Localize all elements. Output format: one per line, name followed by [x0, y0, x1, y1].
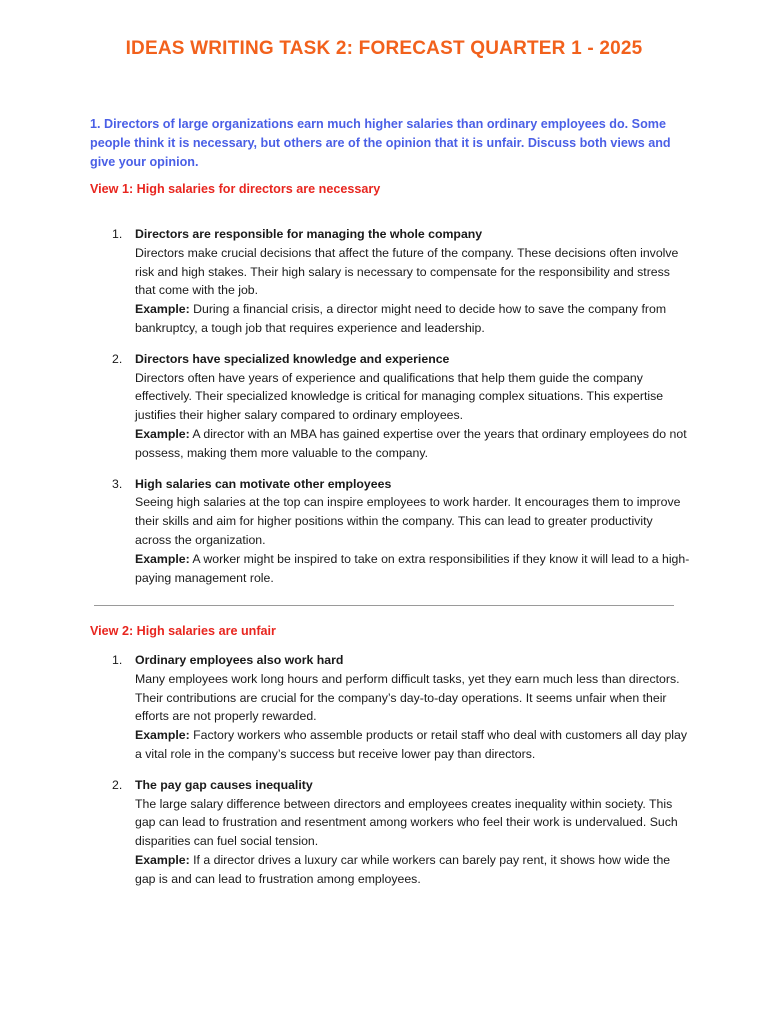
point-body: Seeing high salaries at the top can inspire employees to work harder. It encourages them to improve their skills and aim for higher positions within the company. This can lead to greater productivity across the organization.	[135, 495, 681, 547]
view-1-heading: View 1: High salaries for directors are necessary	[90, 182, 381, 196]
view-2-point-2	[90, 776, 690, 889]
view-1-point-2	[90, 350, 690, 463]
example-text: If a director drives a luxury car while workers can barely pay rent, it shows how wide the gap is and can lead to frustration among employees.	[135, 852, 671, 886]
example-label: Example:	[135, 551, 190, 566]
example-text: A worker might be inspired to take on extra responsibilities if they know it will lead to a high-paying management role.	[135, 551, 690, 585]
point-body: Directors often have years of experience and qualifications that help them guide the company effectively. Their specialized knowledge is critical for managing complex situations. This expertise justifies their higher salary compared to ordinary employees.	[135, 370, 664, 423]
view-1-points	[90, 225, 690, 599]
point-title: Ordinary employees also work hard	[135, 653, 344, 667]
point-example	[135, 728, 687, 761]
point-number: 1.	[112, 653, 123, 667]
view-1-point-1	[90, 225, 690, 338]
essay-question: 1. Directors of large organizations earn much higher salaries than ordinary employees do. Some people think it is necessary, but others are of the opinion that it is unfair. Discuss both views and give your opinion.	[90, 117, 671, 169]
point-number: 2.	[112, 777, 123, 792]
view-2-heading: View 2: High salaries are unfair	[90, 624, 276, 638]
example-label: Example:	[135, 302, 190, 317]
point-number: 1.	[112, 227, 123, 241]
point-example	[135, 853, 670, 886]
point-title: Directors have specialized knowledge and experience	[135, 351, 450, 366]
example-label: Example:	[135, 426, 190, 441]
point-body: Many employees work long hours and perform difficult tasks, yet they earn much less than directors. Their contributions are crucial for the company’s day-to-day operations. It seems unfair when their efforts are not properly rewarded.	[135, 671, 680, 724]
document-title: IDEAS WRITING TASK 2: FORECAST QUARTER 1 - 2025	[125, 38, 643, 59]
point-body: The large salary difference between directors and employees creates inequality within society. This gap can lead to frustration and resentment among workers who feel their work is undervalued. Such disparities can fuel social tension.	[135, 796, 678, 849]
point-title: High salaries can motivate other employees	[135, 476, 392, 491]
example-text: Factory workers who assemble products or retail staff who deal with customers all day play a vital role in the company’s success but receive lower pay than directors.	[135, 728, 688, 761]
example-label: Example:	[135, 852, 190, 867]
point-title: The pay gap causes inequality	[135, 777, 313, 792]
view-2-points	[90, 651, 690, 901]
point-number: 2.	[112, 351, 123, 366]
example-text: A director with an MBA has gained expertise over the years that ordinary employees do not possess, making them more valuable to the company.	[135, 426, 687, 460]
point-example	[135, 552, 689, 585]
point-body: Directors make crucial decisions that affect the future of the company. These decisions often involve risk and high stakes. Their high salary is necessary to compensate for the responsibility and stress that come with the job.	[135, 245, 679, 298]
example-text: During a financial crisis, a director might need to decide how to save the company from bankruptcy, a tough job that requires experience and leadership.	[135, 302, 667, 335]
point-example	[135, 427, 687, 460]
view-1-point-3	[90, 475, 690, 588]
point-example	[135, 302, 666, 335]
view-2-point-1	[90, 651, 690, 764]
section-divider	[94, 605, 674, 606]
point-number: 3.	[112, 476, 123, 491]
point-title: Directors are responsible for managing the whole company	[135, 227, 483, 241]
example-label: Example:	[135, 728, 190, 743]
